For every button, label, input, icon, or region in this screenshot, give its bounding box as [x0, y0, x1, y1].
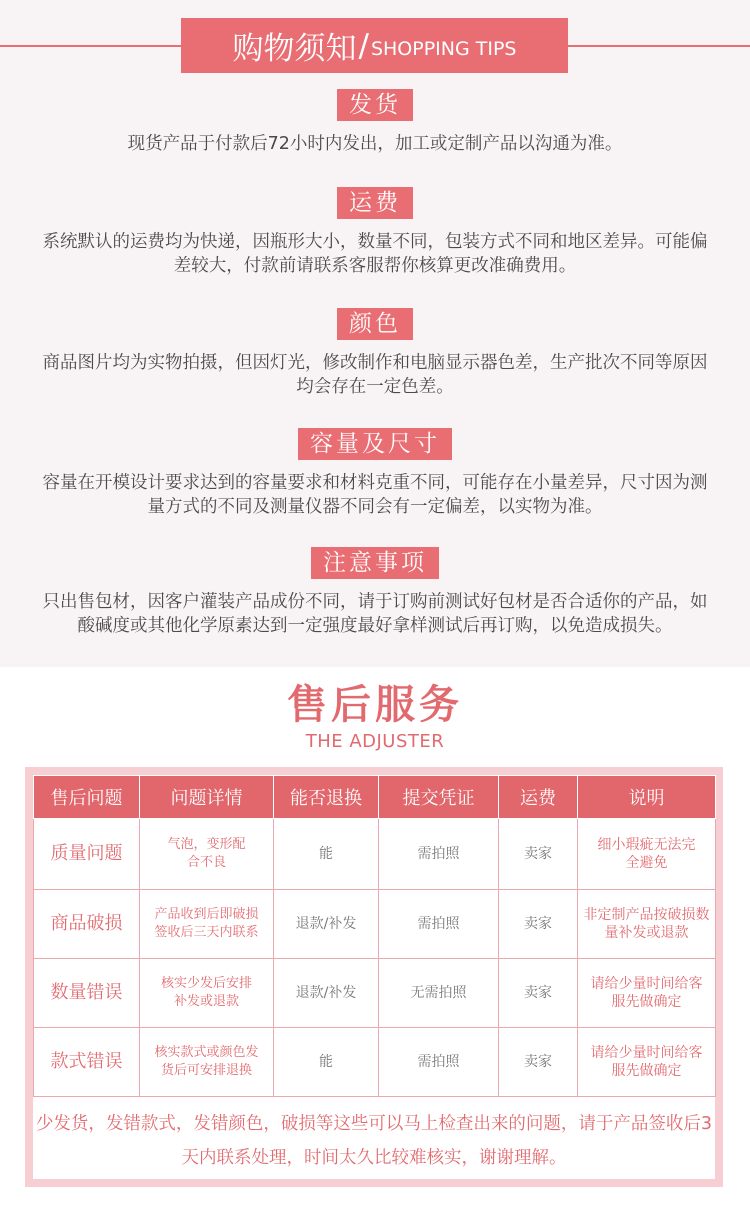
- table-row: [34, 959, 716, 1028]
- cell-shipping: 卖家: [499, 819, 578, 890]
- cell-proof: 无需拍照: [379, 959, 499, 1028]
- table-row: [34, 819, 716, 890]
- section-label-capacity-size: 容量及尺寸: [298, 428, 452, 460]
- section-label-notes: 注意事项: [311, 547, 439, 579]
- cell-proof: 需拍照: [379, 890, 499, 959]
- section-text-shipping: 现货产品于付款后72小时内发出，加工或定制产品以沟通为准。: [127, 134, 623, 154]
- column-header: 说明: [578, 776, 716, 819]
- column-header: 运费: [499, 776, 578, 819]
- cell-refund: 退款/补发: [274, 890, 379, 959]
- cell-note-text: 非定制产品按破损数量补发或退款: [583, 907, 710, 941]
- banner-title-cn: 购物须知: [232, 31, 357, 67]
- after-sales-footer-note: 少发货，发错款式，发错颜色，破损等这些可以马上检查出来的问题，请于产品签收后3天内联系处理，时间太久比较难核实，谢谢理解。: [35, 1114, 713, 1168]
- after-sales-title: 售后服务: [287, 682, 463, 728]
- cell-note: [578, 890, 716, 959]
- after-sales-table: [33, 775, 716, 1097]
- column-header: 提交凭证: [379, 776, 499, 819]
- cell-note: [578, 1028, 716, 1097]
- header-rule-right: [568, 45, 750, 47]
- cell-refund: 能: [274, 819, 379, 890]
- header-rule-left: [0, 45, 181, 47]
- cell-note-text: 请给少量时间给客服先做确定: [590, 1045, 703, 1079]
- cell-note: [578, 959, 716, 1028]
- cell-issue: 质量问题: [34, 819, 140, 890]
- table-header-row: [34, 776, 716, 819]
- cell-issue: 款式错误: [34, 1028, 140, 1097]
- section-text-freight: 系统默认的运费均为快递，因瓶形大小，数量不同，包装方式不同和地区差异。可能偏差较大，付款前请联系客服帮你核算更改准确费用。: [42, 232, 708, 276]
- cell-detail: [140, 1028, 274, 1097]
- section-text-color: 商品图片均为实物拍摄，但因灯光，修改制作和电脑显示器色差，生产批次不同等原因均会存在一定色差。: [42, 353, 708, 397]
- after-sales-subtitle: THE ADJUSTER: [305, 731, 445, 752]
- cell-shipping: 卖家: [499, 959, 578, 1028]
- cell-detail-text: 核实款式或颜色发货后可安排退换: [154, 1045, 259, 1078]
- cell-detail: [140, 890, 274, 959]
- section-label-shipping: 发货: [337, 89, 413, 121]
- banner-separator: /: [358, 27, 369, 64]
- column-header: 能否退换: [274, 776, 379, 819]
- table-row: [34, 890, 716, 959]
- cell-issue: 商品破损: [34, 890, 140, 959]
- column-header: 售后问题: [34, 776, 140, 819]
- section-text-notes: 只出售包材，因客户灌装产品成份不同，请于订购前测试好包材是否合适你的产品，如酸碱度或其他化学原素达到一定强度最好拿样测试后再订购，以免造成损失。: [42, 592, 708, 636]
- cell-refund: 退款/补发: [274, 959, 379, 1028]
- cell-detail: [140, 819, 274, 890]
- cell-proof: 需拍照: [379, 819, 499, 890]
- cell-issue: 数量错误: [34, 959, 140, 1028]
- section-label-freight: 运费: [337, 187, 413, 219]
- cell-detail-text: 产品收到后即破损签收后三天内联系: [154, 907, 259, 940]
- column-header: 问题详情: [140, 776, 274, 819]
- cell-detail-text: 气泡，变形配合不良: [167, 837, 246, 870]
- cell-shipping: 卖家: [499, 890, 578, 959]
- after-sales-table-panel: [33, 775, 715, 1179]
- table-row: [34, 1028, 716, 1097]
- cell-refund: 能: [274, 1028, 379, 1097]
- after-sales-table-frame: [25, 767, 723, 1187]
- shopping-tips-banner: [181, 18, 568, 73]
- cell-note-text: 请给少量时间给客服先做确定: [590, 976, 703, 1010]
- section-text-capacity-size: 容量在开模设计要求达到的容量要求和材料克重不同，可能存在小量差异，尺寸因为测量方式的不同及测量仪器不同会有一定偏差，以实物为准。: [42, 473, 708, 517]
- section-label-color: 颜色: [337, 308, 413, 340]
- cell-note-text: 细小瑕疵无法完全避免: [597, 837, 696, 871]
- cell-shipping: 卖家: [499, 1028, 578, 1097]
- cell-detail: [140, 959, 274, 1028]
- cell-note: [578, 819, 716, 890]
- cell-detail-text: 核实少发后安排补发或退款: [160, 976, 252, 1009]
- banner-title-en: SHOPPING TIPS: [370, 37, 517, 60]
- cell-proof: 需拍照: [379, 1028, 499, 1097]
